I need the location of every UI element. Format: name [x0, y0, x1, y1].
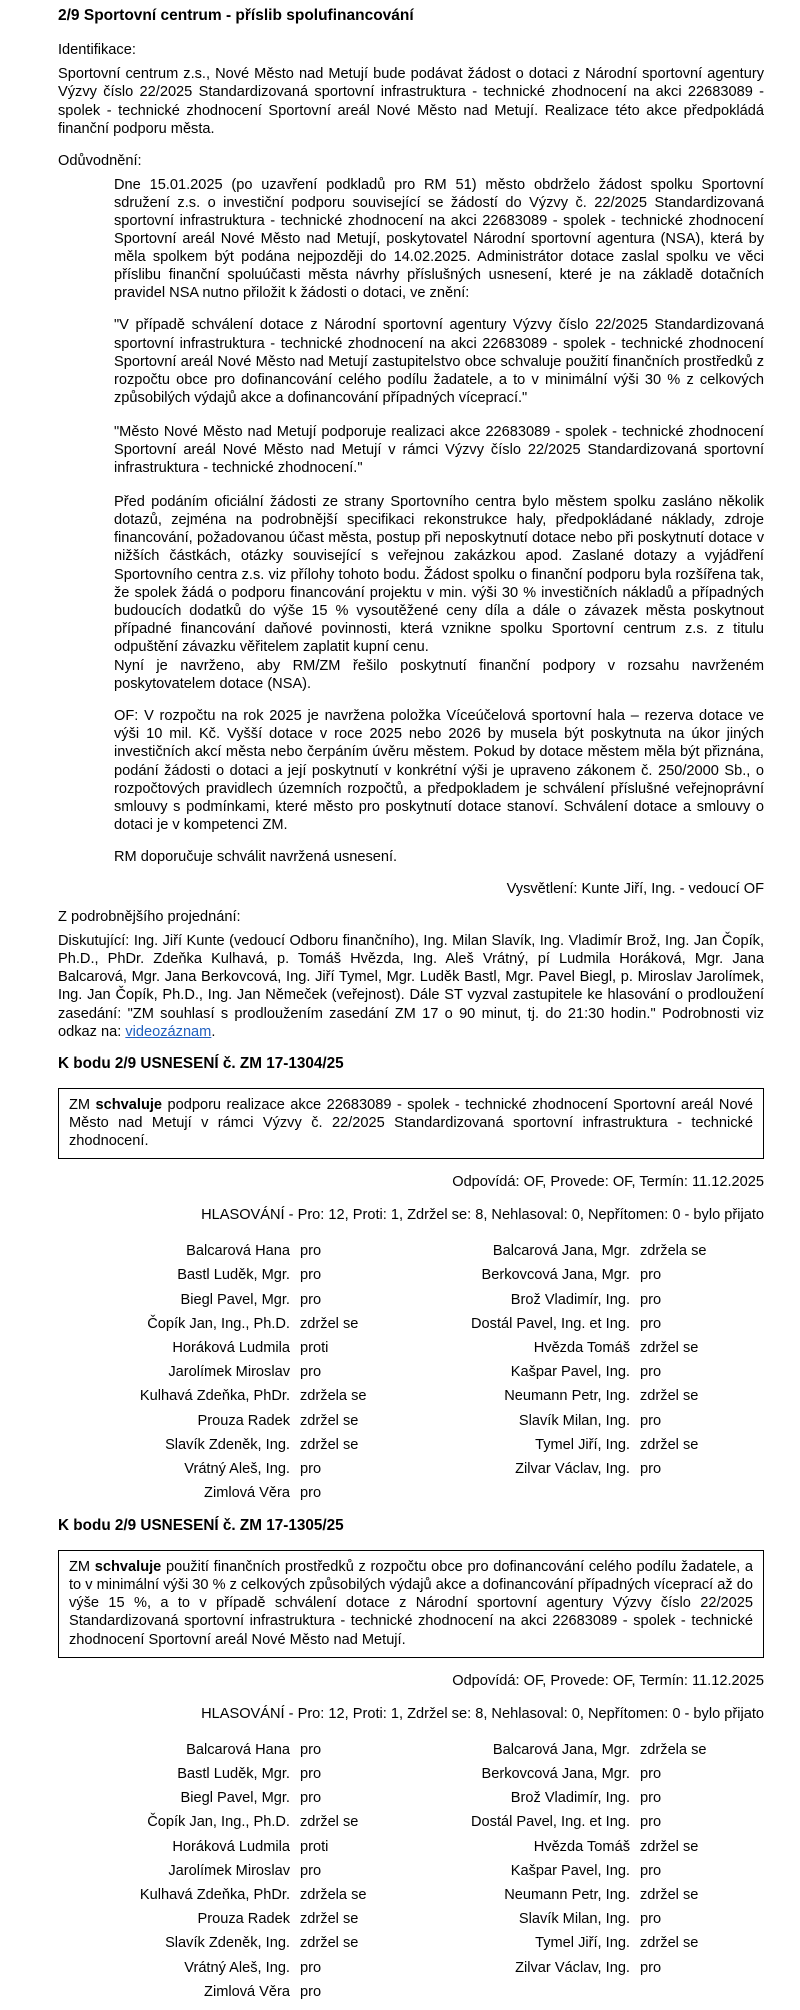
voter-vote: pro	[640, 1814, 662, 1831]
voter-vote: pro	[300, 1267, 322, 1284]
voter-name: Bastl Luděk, Mgr.	[177, 1766, 290, 1783]
voter-vote: pro	[640, 1790, 662, 1807]
voter-name: Kašpar Pavel, Ing.	[510, 1862, 630, 1879]
vote-row	[420, 1433, 764, 1457]
vote-row	[58, 1786, 420, 1810]
explanation-signature: Vysvětlení: Kunte Jiří, Ing. - vedoucí OF	[506, 880, 764, 897]
vote-column-right	[420, 1738, 764, 2004]
voter-name: Slavík Zdeněk, Ing.	[165, 1935, 290, 1952]
voter-name: Dostál Pavel, Ing. et Ing.	[471, 1814, 630, 1831]
voter-name: Slavík Milan, Ing.	[518, 1412, 630, 1429]
discussion-text: Diskutující: Ing. Jiří Kunte (vedoucí Odboru finančního), Ing. Milan Slavík, Ing. Vladimír Brož, Ing. Jan Čopík, Ph.D., PhDr. Zdeňka Kulhavá, p. Tomáš Hvězda, Ing. Aleš Vrátný, pí Ludmila Horáková, Mgr. Jana Balcarová, Mgr. Jana Berkovcová, Ing. Jiří Tymel, Mgr. Luděk Bastl, Mgr. Pavel Biegl, p. Miroslav Jarolímek, Ing. Jan Čopík, Ph.D., Ing. Jan Němeček (veřejnost). Dále ST vyzval zastupitele ke hlasování o prodloužení zasedání: "ZM souhlasí s prodloužením zasedání ZM 17 o 90 minut, tj. do 21:30 hodin." Podrobnosti viz odkaz na: videozáznam.	[58, 933, 764, 1040]
vote-summary: HLASOVÁNÍ - Pro: 12, Proti: 1, Zdržel se: 8, Nehlasoval: 0, Nepřítomen: 0 - bylo přijato	[201, 1705, 764, 1722]
vote-row	[58, 1360, 420, 1384]
voter-name: Prouza Radek	[197, 1412, 290, 1429]
vote-row	[58, 1907, 420, 1931]
page-title: 2/9 Sportovní centrum - příslib spolufinancování	[58, 7, 414, 24]
vote-row	[420, 1835, 764, 1859]
voter-vote: zdržel se	[300, 1436, 359, 1453]
vote-row	[58, 1931, 420, 1955]
vote-row	[420, 1408, 764, 1432]
vote-row	[58, 1738, 420, 1762]
vote-row	[58, 1481, 420, 1505]
voter-name: Jarolímek Miroslav	[168, 1364, 290, 1381]
voter-name: Brož Vladimír, Ing.	[510, 1291, 630, 1308]
voter-vote: pro	[640, 1364, 662, 1381]
voter-name: Balcarová Jana, Mgr.	[492, 1243, 630, 1260]
voter-vote: pro	[640, 1862, 662, 1879]
vote-table	[58, 1738, 764, 2004]
voter-vote: zdržel se	[640, 1339, 699, 1356]
vote-row	[58, 1336, 420, 1360]
voter-vote: pro	[300, 1364, 322, 1381]
voter-vote: zdržela se	[300, 1886, 367, 1903]
vote-column-left	[58, 1738, 420, 2004]
vote-row	[420, 1384, 764, 1408]
vote-row	[58, 1288, 420, 1312]
vote-row	[420, 1457, 764, 1481]
voter-vote: zdržela se	[300, 1388, 367, 1405]
oduvodneni-label: Odůvodnění:	[58, 152, 142, 169]
voter-vote: pro	[640, 1412, 662, 1429]
resolution-heading: K bodu 2/9 USNESENÍ č. ZM 17-1304/25	[58, 1054, 344, 1072]
vote-row	[58, 1263, 420, 1287]
quoted-resolution-draft: "V případě schválení dotace z Národní sportovní agentury Výzvy číslo 22/2025 Standardizovaná sportovní infrastruktura - technické zhodnocení na akci 22683089 - spolek - technické zhodnocení Sportovní areál Nové Město nad Metují zastupitelstvo obce schvaluje použití finančních prostředků z rozpočtu obce pro dofinancování celého podílu žadatele, a to v minimální výši 30 % z celkových způsobilých výdajů akce a dofinancování případných víceprací."	[114, 317, 764, 406]
voter-vote: zdržel se	[640, 1838, 699, 1855]
voter-name: Kulhavá Zdeňka, PhDr.	[139, 1886, 290, 1903]
voter-name: Čopík Jan, Ing., Ph.D.	[147, 1315, 290, 1332]
voter-vote: pro	[640, 1291, 662, 1308]
vote-column-right	[420, 1239, 764, 1505]
resolution-block	[58, 1517, 764, 2004]
voter-vote: pro	[300, 1291, 322, 1308]
voter-name: Vrátný Aleš, Ing.	[184, 1460, 290, 1477]
voter-vote: pro	[300, 1243, 322, 1260]
identifikace-label: Identifikace:	[58, 42, 136, 59]
vote-row	[58, 1312, 420, 1336]
vote-row	[420, 1312, 764, 1336]
voter-vote: pro	[300, 1983, 322, 2000]
voter-vote: pro	[640, 1766, 662, 1783]
voter-vote: zdržel se	[300, 1911, 359, 1928]
vote-column-left	[58, 1239, 420, 1505]
voter-vote: pro	[300, 1485, 322, 1502]
responsibility-line: Odpovídá: OF, Provede: OF, Termín: 11.12.2025	[452, 1173, 764, 1190]
voter-name: Zilvar Václav, Ing.	[515, 1460, 630, 1477]
voter-vote: zdržel se	[640, 1388, 699, 1405]
vote-row	[420, 1263, 764, 1287]
voter-name: Kašpar Pavel, Ing.	[510, 1364, 630, 1381]
vote-row	[58, 1835, 420, 1859]
vote-row	[420, 1883, 764, 1907]
vote-row	[420, 1336, 764, 1360]
voter-vote: pro	[300, 1460, 322, 1477]
voter-name: Zimlová Věra	[204, 1485, 290, 1502]
voter-name: Tymel Jiří, Ing.	[535, 1935, 630, 1952]
voter-vote: zdržel se	[300, 1412, 359, 1429]
resolution-verb: schvaluje	[94, 1559, 162, 1576]
vote-table	[58, 1239, 764, 1505]
financial-department-note: OF: V rozpočtu na rok 2025 je navržena položka Víceúčelová sportovní hala – rezerva dotace ve výši 10 mil. Kč. Vyšší dotace v roce 2025 nebo 2026 by musela být poskytnuta na úkor jiných investičních akcí města nebo čerpáním úvěru městem. Pokud by dotace městem měla být přiznána, podání žádosti o dotaci a její poskytnutí v konkrétní výši je upraveno zákonem č. 250/2000 Sb., o rozpočtových pravidlech územních rozpočtů, a předpokladem je schválení příslušné veřejnoprávní smlouvy s podmínkami, které město pro poskytnutí dotace stanoví. Schválení dotace a smlouvy o dotaci je v kompetenci ZM.	[114, 708, 764, 833]
voter-vote: zdržel se	[640, 1886, 699, 1903]
voter-name: Zilvar Václav, Ing.	[515, 1959, 630, 1976]
voter-name: Zimlová Věra	[204, 1983, 290, 2000]
projednani-label: Z podrobnějšího projednání:	[58, 909, 241, 926]
voter-name: Horáková Ludmila	[172, 1838, 290, 1855]
quoted-resolution-draft: "Město Nové Město nad Metují podporuje realizaci akce 22683089 - spolek - technické zhodnocení Sportovní areál Nové Město nad Metují v rámci Výzvy číslo 22/2025 Standardizovaná sportovní infrastruktura - technické zhodnocení."	[114, 423, 764, 477]
voter-name: Kulhavá Zdeňka, PhDr.	[139, 1388, 290, 1405]
document	[58, 0, 764, 2010]
vote-row	[420, 1738, 764, 1762]
voter-name: Biegl Pavel, Mgr.	[180, 1291, 290, 1308]
vote-row	[420, 1762, 764, 1786]
vote-row	[58, 1810, 420, 1834]
voter-name: Prouza Radek	[197, 1911, 290, 1928]
vote-row	[58, 1859, 420, 1883]
vote-row	[58, 1762, 420, 1786]
voter-vote: pro	[640, 1315, 662, 1332]
voter-name: Berkovcová Jana, Mgr.	[481, 1766, 630, 1783]
vote-row	[58, 1408, 420, 1432]
voter-name: Horáková Ludmila	[172, 1339, 290, 1356]
council-recommendation: RM doporučuje schválit navržená usnesení.	[114, 848, 398, 865]
voter-vote: proti	[300, 1838, 329, 1855]
voter-name: Slavík Zdeněk, Ing.	[165, 1436, 290, 1453]
vote-row	[58, 1384, 420, 1408]
voter-vote: pro	[640, 1959, 662, 1976]
voter-name: Slavík Milan, Ing.	[518, 1911, 630, 1928]
voter-vote: zdržel se	[300, 1935, 359, 1952]
oduvodneni-paragraph: Dne 15.01.2025 (po uzavření podkladů pro RM 51) město obdrželo žádost spolku Sportovní sdružení z.s. o investiční podporu související se žádostí do Výzvy č. 22/2025 Standardizovaná sportovní infrastruktura - technické zhodnocení na akci 22683089 - spolek - technické zhodnocení Sportovní areál Nové Město nad Metují, poskytovatel Národní sportovní agentura (NSA), která by měla spolkem být podána nejpozději do 14.02.2025. Administrátor dotace zaslal spolku ve věci příslibu finanční spoluúčasti města návrhy příslušných usnesení, které je na základě dotačních pravidel NSA nutno přiložit k žádosti o dotaci, ve znění:	[114, 176, 764, 302]
voter-name: Balcarová Hana	[186, 1243, 290, 1260]
vote-row	[420, 1810, 764, 1834]
voter-vote: zdržel se	[300, 1315, 359, 1332]
vote-row	[420, 1288, 764, 1312]
resolution-box: ZM schvaluje použití finančních prostředků z rozpočtu obce pro dofinancování celého podílu žadatele, a to v minimální výši 30 % z celkových způsobilých výdajů akce a dofinancování případných víceprací až do výše 15 %, a to v případě schválení dotace z Národní sportovní agentury Výzvy číslo 22/2025 Standardizovaná sportovní infrastruktura - technické zhodnocení na akci 22683089 - spolek - technické zhodnocení Sportovní areál Nové Město nad Metují.	[58, 1550, 764, 1657]
voter-name: Brož Vladimír, Ing.	[510, 1790, 630, 1807]
oduvodneni-paragraph: Před podáním oficiální žádosti ze strany Sportovního centra bylo městem spolku zasláno několik dotazů, zejména na podrobnější specifikaci rekonstrukce haly, předpokládané náklady, zdroje financování, požadovanou účast města, postup při neposkytnutí dotace nebo při poskytnutí dotace v nižších částkách, otázky související s veřejnou zakázkou apod. Zaslané dotazy a vyjádření Sportovního centra z.s. viz přílohy tohoto bodu. Žádost spolku o finanční podporu byla rozšířena tak, že spolek žádá o podporu financování projektu v min. výši 30 % investičních nákladů a případných budoucích dodatků do výše 15 % vysoutěžené ceny díla a dále o závazek města poskytnout případné financování daňové povinnosti, která vznikne spolku Sportovní centrum z.s. z titulu odpuštění závazku věřitelem zaplatit kupní cenu.	[114, 494, 764, 655]
voter-vote: zdržel se	[300, 1814, 359, 1831]
vote-summary: HLASOVÁNÍ - Pro: 12, Proti: 1, Zdržel se: 8, Nehlasoval: 0, Nepřítomen: 0 - bylo přijato	[201, 1207, 764, 1224]
vote-row	[420, 1931, 764, 1955]
vote-row	[58, 1956, 420, 1980]
voter-name: Bastl Luděk, Mgr.	[177, 1267, 290, 1284]
voter-vote: zdržel se	[640, 1436, 699, 1453]
oduvodneni-paragraph: Nyní je navrženo, aby RM/ZM řešilo poskytnutí finanční podpory v rozsahu navrženém poskytovatelem dotace (NSA).	[114, 658, 764, 693]
voter-name: Vrátný Aleš, Ing.	[184, 1959, 290, 1976]
voter-name: Hvězda Tomáš	[533, 1339, 630, 1356]
voter-vote: pro	[300, 1959, 322, 1976]
responsibility-line: Odpovídá: OF, Provede: OF, Termín: 11.12.2025	[452, 1672, 764, 1689]
voter-name: Neumann Petr, Ing.	[504, 1886, 630, 1903]
vote-row	[420, 1360, 764, 1384]
video-recording-link[interactable]: videozáznam	[125, 1023, 212, 1040]
resolution-heading: K bodu 2/9 USNESENÍ č. ZM 17-1305/25	[58, 1517, 344, 1535]
vote-row	[420, 1907, 764, 1931]
voter-name: Berkovcová Jana, Mgr.	[481, 1267, 630, 1284]
resolution-block	[58, 1055, 764, 1505]
voter-name: Čopík Jan, Ing., Ph.D.	[147, 1814, 290, 1831]
vote-row	[420, 1859, 764, 1883]
vote-row	[420, 1239, 764, 1263]
voter-vote: pro	[640, 1911, 662, 1928]
voter-vote: pro	[300, 1741, 322, 1758]
voter-vote: zdržel se	[640, 1935, 699, 1952]
resolution-box: ZM schvaluje podporu realizace akce 22683089 - spolek - technické zhodnocení Sportovní areál Nové Město nad Metují v rámci Výzvy č. 22/2025 Standardizovaná sportovní infrastruktura - technické zhodnocení.	[58, 1088, 764, 1159]
vote-row	[58, 1239, 420, 1263]
identifikace-text: Sportovní centrum z.s., Nové Město nad Metují bude podávat žádost o dotaci z Národní sportovní agentury Výzvy číslo 22/2025 Standardizovaná sportovní infrastruktura - technické zhodnocení na akci 22683089 - spolek - technické zhodnocení Sportovní areál Nové Město nad Metují. Realizace této akce předpokládá finanční podporu města.	[58, 66, 764, 137]
voter-name: Jarolímek Miroslav	[168, 1862, 290, 1879]
voter-vote: pro	[300, 1766, 322, 1783]
vote-row	[58, 1433, 420, 1457]
vote-row	[420, 1786, 764, 1810]
voter-name: Biegl Pavel, Mgr.	[180, 1790, 290, 1807]
voter-name: Balcarová Hana	[186, 1741, 290, 1758]
voter-vote: pro	[300, 1790, 322, 1807]
voter-name: Neumann Petr, Ing.	[504, 1388, 630, 1405]
voter-vote: proti	[300, 1339, 329, 1356]
voter-vote: pro	[640, 1267, 662, 1284]
voter-vote: zdržela se	[640, 1741, 707, 1758]
voter-name: Dostál Pavel, Ing. et Ing.	[471, 1315, 630, 1332]
vote-row	[420, 1956, 764, 1980]
voter-vote: zdržela se	[640, 1243, 707, 1260]
voter-name: Balcarová Jana, Mgr.	[492, 1741, 630, 1758]
voter-name: Hvězda Tomáš	[533, 1838, 630, 1855]
voter-vote: pro	[300, 1862, 322, 1879]
vote-row	[58, 1883, 420, 1907]
resolution-verb: schvaluje	[95, 1096, 163, 1113]
voter-vote: pro	[640, 1460, 662, 1477]
vote-row	[58, 1457, 420, 1481]
voter-name: Tymel Jiří, Ing.	[535, 1436, 630, 1453]
